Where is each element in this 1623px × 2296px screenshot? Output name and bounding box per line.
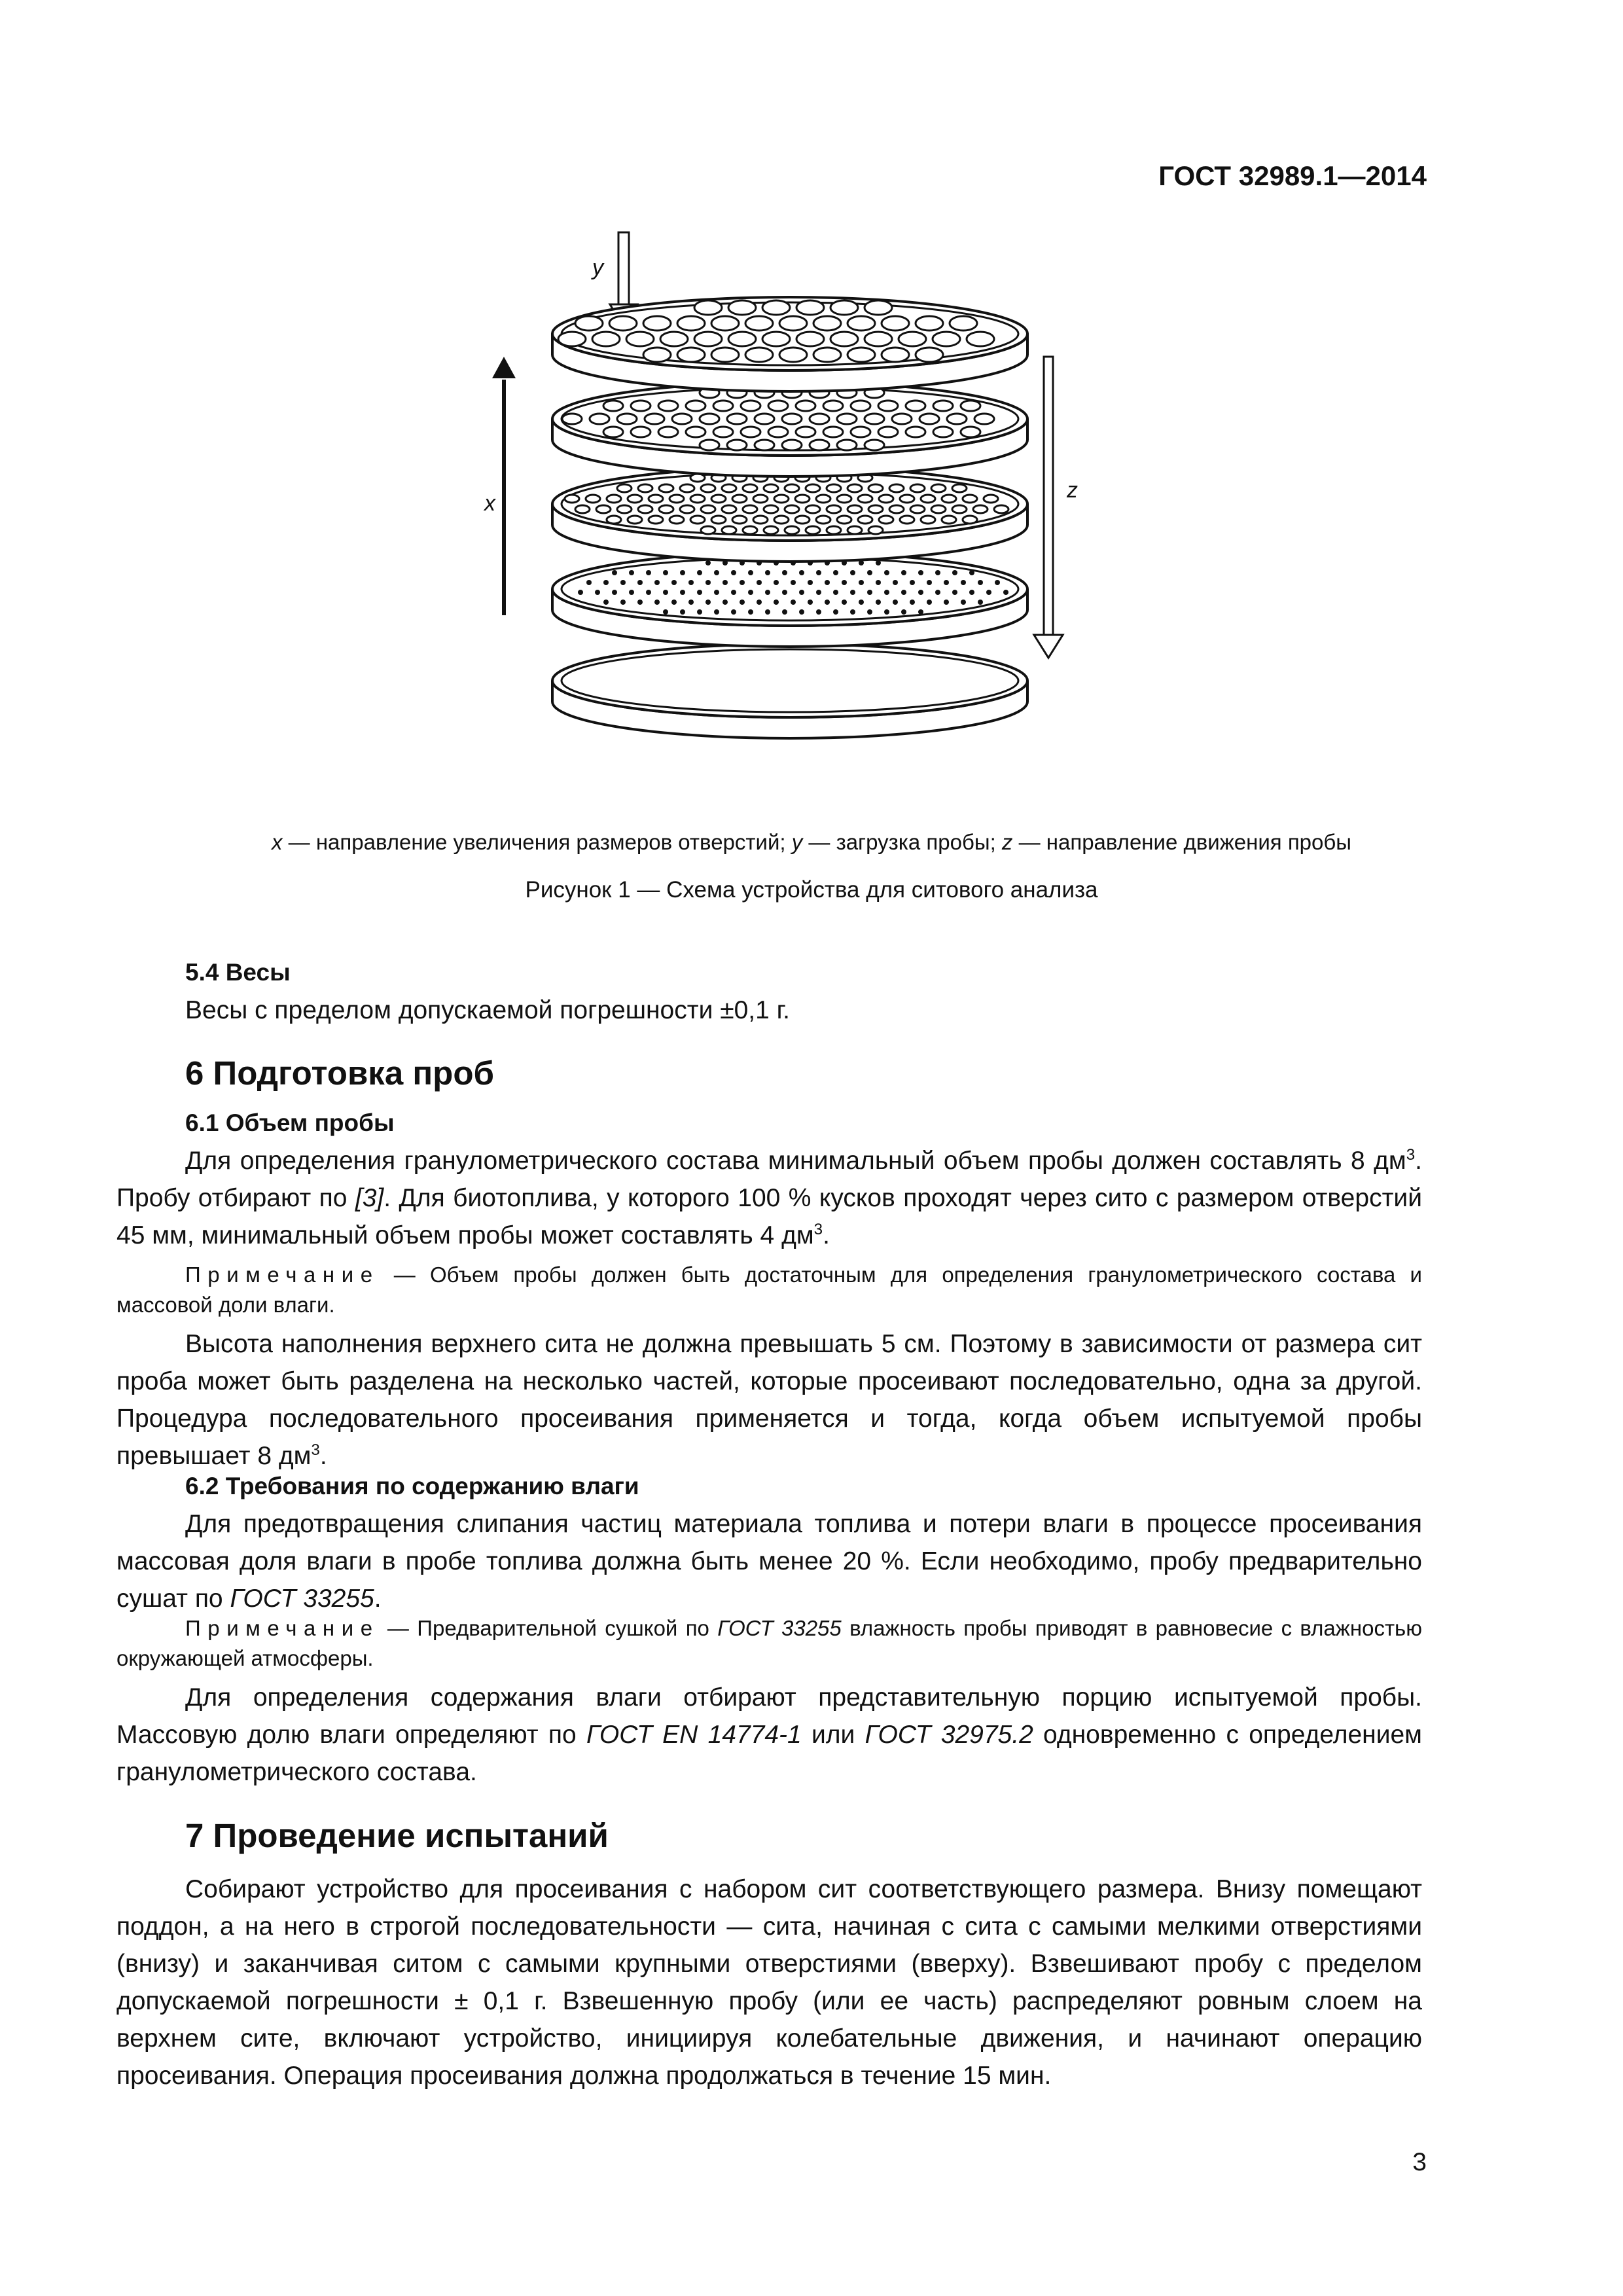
sieve-1: [552, 297, 1027, 391]
section-6-heading: 6 Подготовка проб: [185, 1054, 494, 1092]
y-label: y: [592, 255, 603, 280]
x-direction-arrow: [492, 357, 516, 615]
sieve-5: [552, 644, 1027, 738]
section-6-1-paragraph-1: Для определения гранулометрического состава минимальный объем пробы должен составлять 8 $дм^3$. Пробу отбирают по [3]. Для биотоплива, у которого 100 % кусков проходят через сито с размером отверстий 45 мм, минимальный объем пробы может составлять 4 $дм^3$.: [116, 1146, 1422, 1249]
sieve-4: [552, 552, 1027, 647]
section-6-2-paragraph-2: Для определения содержания влаги отбирают представительную порцию испытуемой пробы. Массовую долю влаги определяют по ГОСТ EN 14774-1 или ГОСТ 32975.2 одновременно с определением гранулометрического состава.: [116, 1683, 1422, 1786]
sieve-3: [552, 467, 1027, 562]
section-6-2-heading: 6.2 Требования по содержанию влаги: [185, 1473, 639, 1499]
section-6-2-paragraph-1: Для предотвращения слипания частиц материала топлива и потери влаги в процессе просеивания массовая доля влаги в пробе топлива должна быть менее 20 %. Если необходимо, пробу предварительно сушат по ГОСТ 33255.: [116, 1510, 1422, 1613]
section-7-heading: 7 Проведение испытаний: [185, 1817, 609, 1854]
page-number: 3: [1412, 2148, 1427, 2176]
sieve-stack-figure: [432, 223, 1191, 812]
section-6-1-paragraph-2: Высота наполнения верхнего сита не должна превышать 5 см. Поэтому в зависимости от размера сит проба может быть разделена на несколько частей, которые просеивают последовательно, одна за другой. Процедура последовательного просеивания применяется и тогда, когда объем испытуемой пробы превышает 8 $дм^3$.: [116, 1330, 1422, 1470]
z-direction-arrow: [1034, 357, 1063, 658]
z-label: z: [1067, 478, 1078, 503]
section-7-paragraph: Собирают устройство для просеивания с набором сит соответствующего размера. Внизу помещают поддон, а на него в строгой последовательности — сита, начиная с сита с самыми мелкими отверстиями (внизу) и заканчивая ситом с самыми крупными отверстиями (вверху). Взвешивают пробу с пределом допускаемой погрешности ± 0,1 г. Взвешенную пробу (или ее часть) распределяют ровным слоем на верхнем сите, включают устройство, инициируя колебательные движения, и начинают операцию просеивания. Операция просеивания должна продолжаться в течение 15 мин.: [116, 1875, 1422, 2090]
x-label: x: [484, 491, 495, 516]
document-header: ГОСТ 32989.1—2014: [1158, 160, 1427, 191]
section-6-2-note: Примечание — Предварительной сушкой по ГОСТ 33255 влажность пробы приводят в равновесие с влажностью окружающей атмосферы.: [116, 1616, 1422, 1670]
section-5-4-text: Весы с пределом допускаемой погрешности ±0,1 г.: [185, 996, 790, 1024]
section-5-4-heading: 5.4 Весы: [185, 959, 291, 986]
figure-legend: x — направление увеличения размеров отверстий; y — загрузка пробы; z — направление движения пробы: [271, 830, 1352, 854]
sieve-2: [552, 382, 1027, 476]
section-6-1-note: Примечание — Объем пробы должен быть достаточным для определения гранулометрического состава и массовой доли влаги.: [116, 1263, 1422, 1317]
figure-caption: Рисунок 1 — Схема устройства для ситового анализа: [525, 877, 1098, 903]
section-6-1-heading: 6.1 Объем пробы: [185, 1109, 395, 1136]
